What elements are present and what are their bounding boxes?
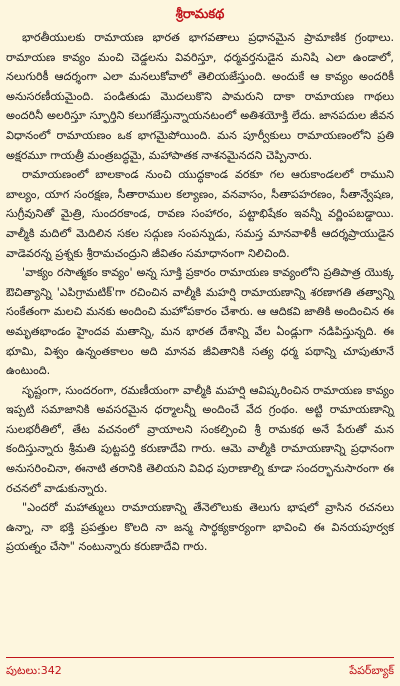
paragraph-4: సృష్టంగా, సుందరంగా, రమణీయంగా వాల్మీకి మహర్షి ఆవిష్కరించిన రామాయణ కావ్యం ఇప్పటి సమాజానికి అవసరమైన ధర్మాలన్నీ అందించే వేద గ్రంథం. అట్టి రామాయణాన్ని సులభరీతిలో, తేట వచనంలో వ్రాయాలని సంకల్పించి శ్రీ రామకథ అనే పేరుతో మన కందిస్తున్నారు శ్రీమతి పుట్టపర్తి కరుణాదేవి గారు. ఆమె వాల్మీకి రామాయణాన్ని ప్రధానంగా అనుసరించినా, ఈనాటి తరానికి తెలియని వివిధ పురాణాల్ని కూడా సందర్భానుసారంగా ఈ రచనలో వాడుకున్నారు.	[6, 383, 394, 495]
binding-type: పేపర్‌బ్యాక్	[349, 664, 394, 677]
footer-bar	[6, 657, 394, 680]
description-body	[6, 28, 394, 557]
page-count: పుటలు:342	[6, 664, 62, 677]
paragraph-3: 'వాక్యం రసాత్మకం కావ్యం' అన్న సూక్తి ప్రకారం రామాయణ కావ్యంలోని ప్రతిపాత్ర యొక్క ఔచిత్యాన్ని 'ఎపిగ్రామటిక్'గా రచించిన వాల్మీకి మహర్షి రామాయణాన్ని శరణాగతి తత్వాన్ని సంకేతంగా మలచి మనకు అందించి మహోపకారం చేశారు. ఆ ఆదికవి జాతికి అందించిన ఈ అమృతభాండం హైందవ మతాన్ని, మన భారత దేశాన్ని వేల ఏండ్లుగా నడిపిస్తున్నది. ఈ భూమి, విశ్వం ఉన్నంతకాలం అది మానవ జీవితానికి సత్య ధర్మ పథాన్ని చూపుతూనే ఉంటుంది.	[6, 266, 394, 378]
paragraph-1: భారతీయులకు రామాయణ భారత భాగవతాలు ప్రధానమైన ప్రామాణిక గ్రంథాలు. రామాయణ కావ్యం మంచి చెడ్డలను వివరిస్తూ, ధర్మవర్తనుడైన మనిషి ఎలా ఉండాలో, నలుగురికీ ఆదర్శంగా ఎలా మనలుకోవాలో తెలియజేస్తుంది. అందుకే ఆ కావ్యం అందరికీ అనుసరణీయమైంది. పండితుడు మొదలుకొని పామరుని దాకా రామాయణ గాథలు అందరినీ అలరిస్తూ స్ఫూర్తిని కలుగజేస్తున్నాయనటంలో అతిశయోక్తి లేదు. జానపదుల జీవన విధానంలో రామాయణం ఒక భాగమైపోయింది. మన పూర్వీకులు రామాయణంలోని ప్రతి అక్షరమూ గాయత్రీ మంత్రబద్ధమై, మహాపాతక నాశనమైనదని చెప్పినారు.	[6, 31, 394, 162]
page-title: శ్రీరామకథ	[175, 7, 225, 22]
paragraph-5: "ఎందరో మహాత్ములు రామాయణాన్ని తేనెలొలుకు తెలుగు భాషలో వ్రాసిన రచనలు ఉన్నా, నా భక్తి ప్రపత్తుల కొలది నా జన్మ సార్థక్యకార్యంగా భావించి ఈ వినయపూర్వక ప్రయత్నం చేసా" నంటున్నారు కరుణాదేవి గారు.	[6, 501, 394, 554]
paragraph-2: రామాయణంలో బాలకాండ నుంచి యుద్ధకాండ వరకూ గల ఆరుకాండలలో రాముని బాల్యం, యాగ సంరక్షణ, సీతారాముల కల్యాణం, వనవాసం, సీతాపహరణం, సీతాన్వేషణ, సుగ్రీవునితో మైత్రి, సుందరకాండ, రావణ సంహారం, పట్టాభిషేకం ఇవన్నీ వర్ణింపబడ్డాయి. వాల్మీకి మదిలో మెదిలిన సకల సద్గుణ సంపన్నుడు, సమస్త మానవాళికీ ఆదర్శప్రాయుడైన వాడెవరన్న ప్రశ్నకు శ్రీరామచంద్రుని జీవితం సమాధానంగా నిలిచింది.	[6, 168, 394, 260]
